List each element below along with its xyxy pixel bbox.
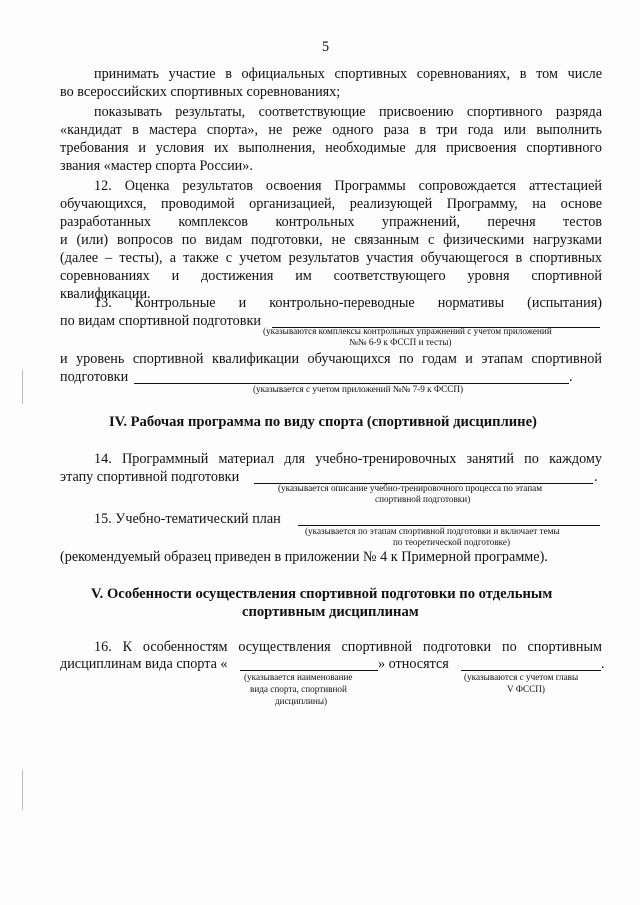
paragraph-line: дисциплинам вида спорта « [60,656,228,672]
fill-in-blank [461,670,601,671]
field-hint: (указываются комплексы контрольных упражнений с учетом приложений [263,326,552,336]
paragraph-line: 15. Учебно-тематический план [94,511,281,527]
page-number: 5 [322,39,330,55]
paragraph-line: » относятся [378,656,449,672]
paragraph-line: звания «мастер спорта России». [60,158,253,174]
field-hint: (указывается с учетом приложений №№ 7-9 к ФССП) [253,384,464,394]
paragraph-line: подготовки [60,369,129,385]
paragraph-line: этапу спортивной подготовки [60,469,240,485]
paragraph-line: и (или) вопросов по видам подготовки, не связанным с физическими нагрузками [60,232,602,248]
paragraph-line: разработанных комплексов контрольных упражнений, перечня тестов [60,214,602,230]
paragraph-line: 16. К особенностям осуществления спортивной подготовки по спортивным [94,639,602,655]
paragraph-line: 12. Оценка результатов освоения Программы сопровождается аттестацией [94,178,602,194]
paragraph-line: во всероссийских спортивных соревнованиях; [60,84,341,100]
scan-artifact [22,370,23,404]
paragraph-line: 13. Контрольные и контрольно-переводные нормативы (испытания) [94,295,602,311]
paragraph-line: . [569,369,573,385]
paragraph-line: по видам спортивной подготовки [60,313,261,329]
paragraph-line: (рекомендуемый образец приведен в приложении № 4 к Примерной программе). [60,549,548,565]
paragraph-line: обучающихся, проводимой организацией, реализующей Программу, на основе [60,196,602,212]
fill-in-blank [240,670,378,671]
paragraph-line: требования и условия их выполнения, необходимые для присвоения спортивного [60,140,602,156]
paragraph-line: показывать результаты, соответствующие присвоению спортивного разряда [94,104,602,120]
field-hint: (указывается наименование [244,672,353,682]
section-heading: IV. Рабочая программа по виду спорта (спортивной дисциплине) [109,414,537,430]
field-hint: по теоретической подготовке) [393,537,511,547]
field-hint: (указывается по этапам спортивной подготовки и включает темы [305,526,560,536]
paragraph-line: соревнованиях и достижения им соответствующего уровня спортивной [60,268,602,284]
paragraph-line: квалификации. [60,286,151,302]
section-heading: спортивным дисциплинам [242,604,419,620]
field-hint: вида спорта, спортивной [250,684,347,694]
field-hint: V ФССП) [507,684,545,694]
paragraph-line: принимать участие в официальных спортивных соревнованиях, в том числе [94,66,602,82]
section-heading: V. Особенности осуществления спортивной подготовки по отдельным [91,586,553,602]
paragraph-line: . [601,656,605,672]
paragraph-line: «кандидат в мастера спорта», не реже одного раза в три года или выполнить [60,122,602,138]
scan-artifact [22,770,23,810]
paragraph-line: и уровень спортивной квалификации обучающихся по годам и этапам спортивной [60,351,602,367]
field-hint: (указываются с учетом главы [464,672,579,682]
paragraph-line: 14. Программный материал для учебно-тренировочных занятий по каждому [94,451,602,467]
field-hint: №№ 6-9 к ФССП и тесты) [349,337,452,347]
field-hint: спортивной подготовки) [375,494,471,504]
paragraph-line: (далее – тесты), а также с учетом результатов участия обучающегося в спортивных [60,250,602,266]
paragraph-line: . [594,469,598,485]
field-hint: (указывается описание учебно-тренировочного процесса по этапам [278,483,543,493]
field-hint: дисциплины) [275,696,328,706]
